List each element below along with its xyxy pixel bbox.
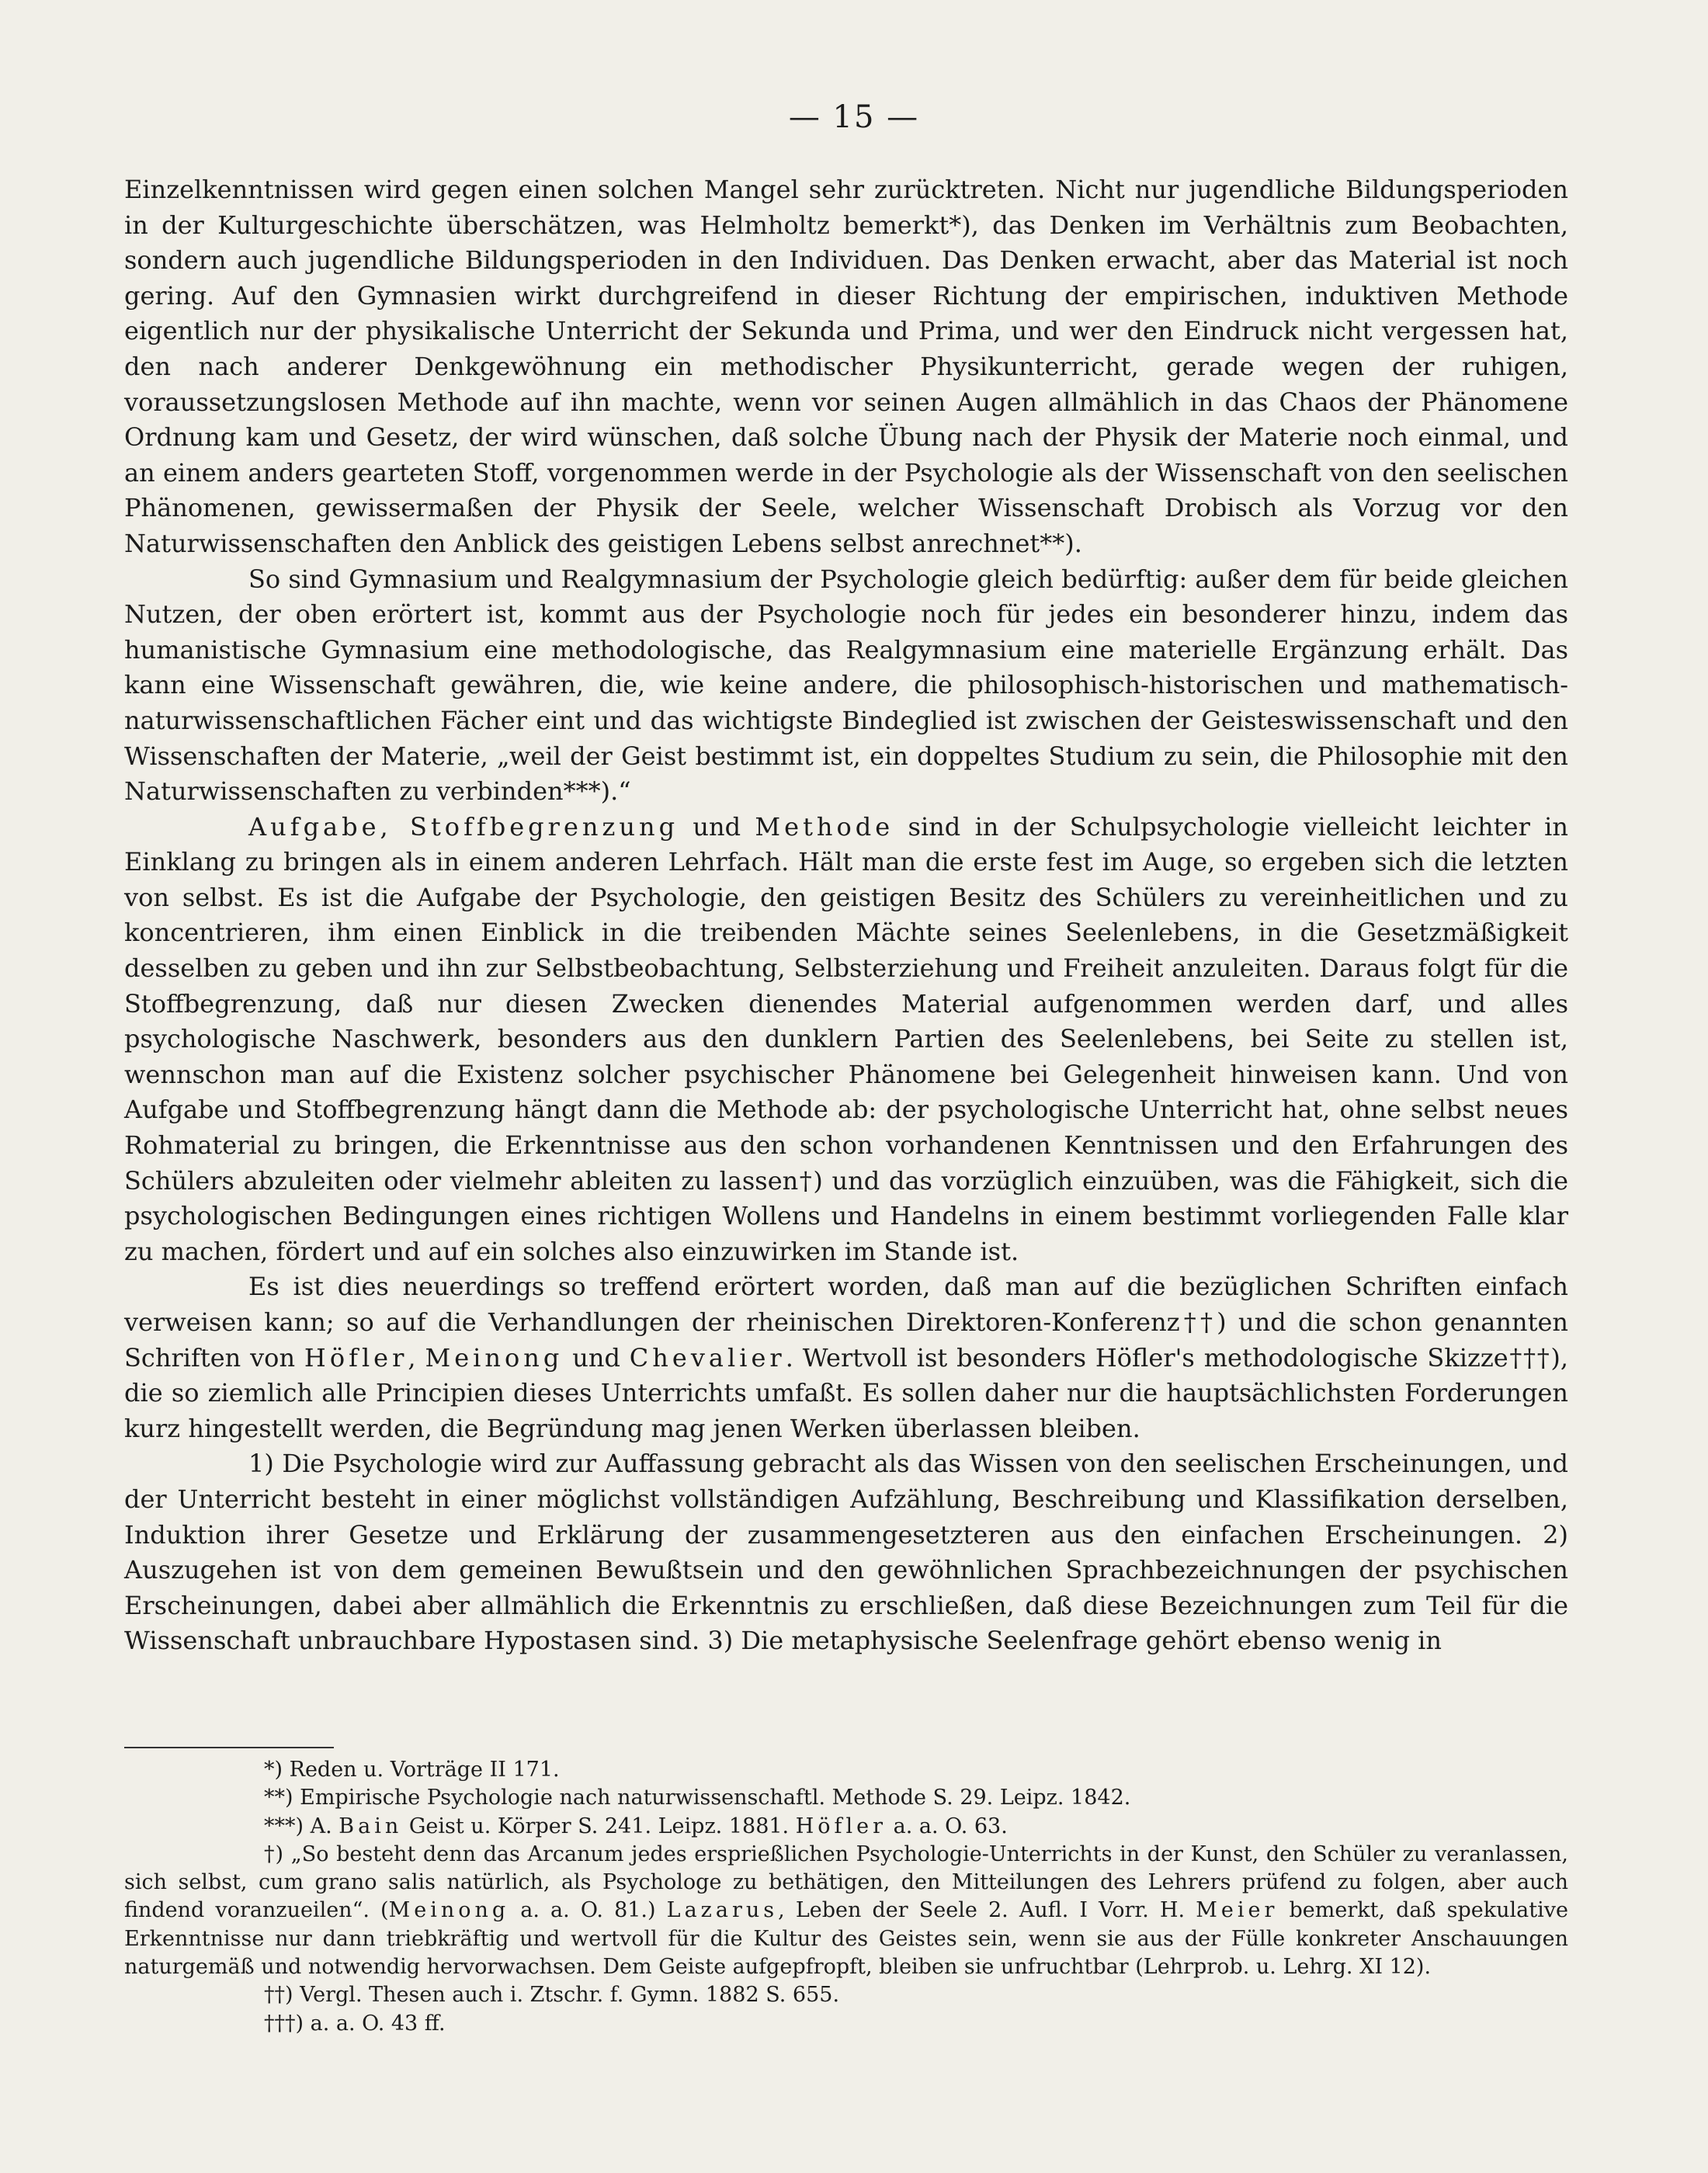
inline-text: Es ist dies neuerdings so treffend erörtert worden, daß man auf die bezüglichen Schriften einfach verweisen kann; so auf die Verhandlungen der rheinischen Direktoren-Konferenz††) und die schon genannten Schriften von	[124, 1272, 1568, 1373]
paragraph-3	[124, 810, 1568, 1270]
paragraph-1: Einzelkenntnissen wird gegen einen solchen Mangel sehr zurücktreten. Nicht nur jugendliche Bildungsperioden in der Kulturgeschichte überschätzen, was Helmholtz bemerkt*), das Denken im Verhältnis zum Beobachten, sondern auch jugendliche Bildungsperioden in den Individuen. Das Denken erwacht, aber das Material ist noch gering. Auf den Gymnasien wirkt durchgreifend in dieser Richtung der empirischen, induktiven Methode eigentlich nur der physikalische Unterricht der Sekunda und Prima, und wer den Eindruck nicht vergessen hat, den nach anderer Denkgewöhnung ein methodischer Physikunterricht, gerade wegen der ruhigen, voraussetzungslosen Methode auf ihn machte, wenn vor seinen Augen allmählich in das Chaos der Phänomene Ordnung kam und Gesetz, der wird wünschen, daß solche Übung nach der Physik der Materie noch einmal, und an einem anders gearteten Stoff, vorgenommen werde in der Psychologie als der Wissenschaft von den seelischen Phänomenen, gewissermaßen der Physik der Seele, welcher Wissenschaft Drobisch als Vorzug vor den Naturwissenschaften den Anblick des geistigen Lebens selbst anrechnet**).	[124, 175, 1568, 558]
inline-text: Geist u. Körper S. 241. Leipz. 1881.	[402, 1814, 796, 1838]
inline-text: ,	[408, 1342, 425, 1373]
emphasis-term: Aufgabe, Stoffbegrenzung	[248, 811, 679, 842]
footnote: *) Reden u. Vorträge II 171.	[264, 1758, 560, 1782]
author-name: Bain	[338, 1814, 403, 1838]
inline-text: a. a. O. 63.	[887, 1814, 1008, 1838]
inline-text: . Wertvoll ist besonders Höfler's methodologische Skizze†††), die so ziemlich alle Principien dieses Unterrichts umfaßt. Es sollen daher nur die hauptsächlichsten Forderungen kurz hingestellt werden, die Begründung mag jenen Werken überlassen bleiben.	[124, 1342, 1569, 1443]
author-name: Höfler	[795, 1814, 887, 1838]
author-name: Meinong	[388, 1898, 510, 1923]
author-name: Höfler	[304, 1342, 408, 1373]
author-name: Meinong	[425, 1342, 564, 1373]
footnote	[124, 1841, 1568, 1981]
inline-text: ***) A.	[264, 1814, 339, 1838]
inline-text: a. a. O. 81.)	[509, 1898, 667, 1923]
author-name: Chevalier	[629, 1342, 786, 1373]
footnote: ††) Vergl. Thesen auch i. Ztschr. f. Gymn. 1882 S. 655.	[264, 1983, 840, 2008]
inline-text: und	[679, 811, 755, 842]
body-text	[124, 172, 1568, 1659]
inline-text: bemerkt, daß spekulative Erkenntnisse nur dann triebkräftig und wertvoll für die Kultur des Geistes sein, wenn sie aus der Fülle konkreter Anschauungen naturgemäß und notwendig hervorwachsen. Dem Geiste aufgepfropft, bleiben sie unfruchtbar (Lehrprob. u. Lehrg. XI 12).	[124, 1898, 1568, 1980]
footnote	[124, 1813, 1568, 1841]
inline-text: und	[563, 1342, 630, 1373]
emphasis-term: Methode	[755, 811, 894, 842]
footnote: **) Empirische Psychologie nach naturwissenschaftl. Methode S. 29. Leipz. 1842.	[264, 1786, 1131, 1810]
inline-text: sind in der Schulpsychologie vielleicht leichter in Einklang zu bringen als in einem anderen Lehrfach. Hält man die erste fest im Auge, so ergeben sich die letzten von selbst. Es ist die Aufgabe der Psychologie, den geistigen Besitz des Schülers zu vereinheitlichen und zu koncentrieren, ihm einen Einblick in die treibenden Mächte seines Seelenlebens, in die Gesetzmäßigkeit desselben zu geben und ihn zur Selbstbeobachtung, Selbsterziehung und Freiheit anzuleiten. Daraus folgt für die Stoffbegrenzung, daß nur diesen Zwecken dienendes Material aufgenommen werden darf, und alles psychologische Naschwerk, besonders aus den dunklern Partien des Seelenlebens, bei Seite zu stellen ist, wennschon man auf die Existenz solcher psychischer Phänomene bei Gelegenheit hinweisen kann. Und von Aufgabe und Stoffbegrenzung hängt dann die Methode ab: der psychologische Unterricht hat, ohne selbst neues Rohmaterial zu bringen, die Erkenntnisse aus den schon vorhandenen Kenntnissen und den Erfahrungen des Schülers abzuleiten oder vielmehr ableiten zu lassen†) und das vorzüglich einzuüben, was die Fähigkeit, sich die psychologischen Bedingungen eines richtigen Wollens und Handelns in einem bestimmt vorliegenden Falle klar zu machen, fördert und auf ein solches also einzuwirken im Stande ist.	[124, 811, 1568, 1266]
footnote-divider	[124, 1747, 334, 1748]
page-number: — 15 —	[788, 99, 920, 135]
inline-text: †) „So besteht denn das Arcanum jedes ersprießlichen Psychologie-Unterrichts in der Kunst, den Schüler zu veranlassen, sich selbst, cum grano salis natürlich, als Psychologe zu bethätigen, den Mitteilungen des Lehrers prüfend zu folgen, aber auch findend voranzueilen“. (	[124, 1841, 1568, 1923]
paragraph-2: So sind Gymnasium und Realgymnasium der Psychologie gleich bedürftig: außer dem für beide gleichen Nutzen, der oben erörtert ist, kommt aus der Psychologie noch für jedes ein besonderer hinzu, indem das humanistische Gymnasium eine methodologische, das Realgymnasium eine materielle Ergänzung erhält. Das kann eine Wissenschaft gewähren, die, wie keine andere, die philosophisch-historischen und mathematisch-naturwissenschaftlichen Fächer eint und das wichtigste Bindeglied ist zwischen der Geisteswissenschaft und den Wissenschaften der Materie, „weil der Geist bestimmt ist, ein doppeltes Studium zu sein, die Philosophie mit den Naturwissenschaften zu verbinden***).“	[124, 564, 1568, 807]
paragraph-4	[124, 1269, 1568, 1446]
author-name: Lazarus	[666, 1898, 779, 1923]
paragraph-5: 1) Die Psychologie wird zur Auffassung gebracht als das Wissen von den seelischen Erscheinungen, und der Unterricht besteht in einer möglichst vollständigen Aufzählung, Beschreibung und Klassifikation derselben, Induktion ihrer Gesetze und Erklärung der zusammengesetzteren aus den einfachen Erscheinungen. 2) Auszugehen ist von dem gemeinen Bewußtsein und den gewöhnlichen Sprachbezeichnungen der psychischen Erscheinungen, dabei aber allmählich die Erkenntnis zu erschließen, daß diese Bezeichnungen zum Teil für die Wissenschaft unbrauchbare Hypostasen sind. 3) Die metaphysische Seelenfrage gehört ebenso wenig in	[124, 1449, 1568, 1656]
inline-text: , Leben der Seele 2. Aufl. I Vorr. H.	[778, 1898, 1196, 1923]
footnote: †††) a. a. O. 43 ff.	[264, 2011, 446, 2036]
footnotes	[124, 1756, 1568, 2038]
author-name: Meier	[1196, 1898, 1279, 1923]
